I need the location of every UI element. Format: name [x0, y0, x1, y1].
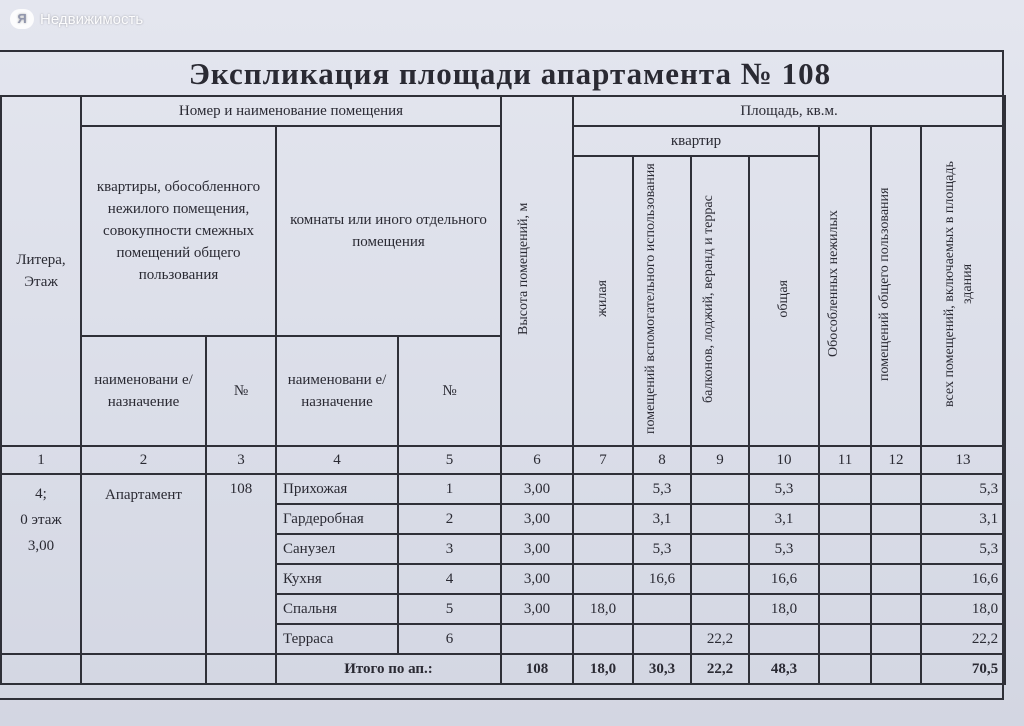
room-name: Санузел	[276, 534, 398, 564]
room-aux: 5,3	[633, 474, 691, 504]
room-height: 3,00	[501, 534, 573, 564]
document-title: Экспликация площади апартамента № 108	[188, 56, 832, 91]
room-aux: 16,6	[633, 564, 691, 594]
totals-separate	[819, 654, 871, 684]
room-aux	[633, 594, 691, 624]
header-auxiliary: помещений вспомогательного использования	[633, 156, 691, 446]
header-room-group: Номер и наименование помещения	[81, 96, 501, 126]
totals-all: 70,5	[921, 654, 1005, 684]
room-common	[871, 504, 921, 534]
room-name: Гардеробная	[276, 504, 398, 534]
room-living	[573, 504, 633, 534]
header-height: Высота помещений, м	[501, 96, 573, 446]
room-name: Спальня	[276, 594, 398, 624]
table-row	[1, 474, 1005, 504]
room-separate	[819, 534, 871, 564]
room-no: 2	[398, 504, 501, 534]
room-separate	[819, 474, 871, 504]
floor-value: 0 этаж	[20, 512, 62, 528]
room-total: 5,3	[749, 534, 819, 564]
room-common	[871, 474, 921, 504]
room-no: 1	[398, 474, 501, 504]
room-living	[573, 474, 633, 504]
totals-number: 108	[501, 654, 573, 684]
col-number: 10	[749, 446, 819, 474]
totals-row	[1, 654, 1005, 684]
room-aux: 5,3	[633, 534, 691, 564]
header-room-unit: комнаты или иного отдельного помещения	[276, 126, 501, 336]
room-no: 3	[398, 534, 501, 564]
room-common	[871, 564, 921, 594]
room-living	[573, 624, 633, 654]
header-balconies: балконов, лоджий, веранд и террас	[691, 156, 749, 446]
totals-total: 48,3	[749, 654, 819, 684]
col-number: 2	[81, 446, 206, 474]
totals-balc: 22,2	[691, 654, 749, 684]
liter-floor-cell	[1, 474, 81, 654]
room-no: 6	[398, 624, 501, 654]
room-height	[501, 624, 573, 654]
room-no: 4	[398, 564, 501, 594]
room-living	[573, 564, 633, 594]
totals-living: 18,0	[573, 654, 633, 684]
col-number: 1	[1, 446, 81, 474]
header-living: жилая	[573, 156, 633, 446]
room-total: 5,3	[749, 474, 819, 504]
watermark	[10, 8, 143, 30]
floor-height-value: 3,00	[27, 538, 55, 554]
room-balc	[691, 594, 749, 624]
room-separate	[819, 594, 871, 624]
totals-aux: 30,3	[633, 654, 691, 684]
col-number: 6	[501, 446, 573, 474]
room-height: 3,00	[501, 594, 573, 624]
explication-table	[0, 95, 1006, 685]
totals-blank	[81, 654, 206, 684]
col-number: 12	[871, 446, 921, 474]
column-numbers-row	[1, 446, 1005, 474]
header-common-use: помещений общего пользования	[871, 126, 921, 446]
room-common	[871, 624, 921, 654]
header-all-rooms: всех помещений, включаемых в площадь здания	[921, 126, 1005, 446]
watermark-logo-icon: Я	[10, 9, 34, 29]
room-aux	[633, 624, 691, 654]
room-all: 3,1	[921, 504, 1005, 534]
room-aux: 3,1	[633, 504, 691, 534]
header-room-name: наименовани е/ назначение	[276, 336, 398, 446]
room-name: Прихожая	[276, 474, 398, 504]
watermark-text: Недвижимость	[40, 10, 144, 28]
room-separate	[819, 504, 871, 534]
room-balc	[691, 534, 749, 564]
room-total: 16,6	[749, 564, 819, 594]
room-total	[749, 624, 819, 654]
col-number: 7	[573, 446, 633, 474]
col-number: 8	[633, 446, 691, 474]
col-number: 4	[276, 446, 398, 474]
room-name: Терраса	[276, 624, 398, 654]
room-balc	[691, 504, 749, 534]
room-separate	[819, 624, 871, 654]
totals-blank	[206, 654, 276, 684]
room-common	[871, 534, 921, 564]
col-number: 3	[206, 446, 276, 474]
header-apartments: квартир	[573, 126, 819, 156]
header-area: Площадь, кв.м.	[573, 96, 1005, 126]
room-all: 5,3	[921, 474, 1005, 504]
header-apartment-unit: квартиры, обособленного нежилого помещения, совокупности смежных помещений общего пользования	[81, 126, 276, 336]
liter-value: 4;	[35, 486, 47, 502]
room-height: 3,00	[501, 564, 573, 594]
header-room-no: №	[398, 336, 501, 446]
room-all: 5,3	[921, 534, 1005, 564]
room-separate	[819, 564, 871, 594]
room-balc	[691, 564, 749, 594]
header-liter-floor: Литера, Этаж	[1, 96, 81, 446]
header-separate-nonres: Обособленных нежилых	[819, 126, 871, 446]
col-number: 13	[921, 446, 1005, 474]
room-no: 5	[398, 594, 501, 624]
room-all: 16,6	[921, 564, 1005, 594]
totals-blank	[1, 654, 81, 684]
apartment-name-cell: Апартамент	[81, 474, 206, 654]
room-total: 3,1	[749, 504, 819, 534]
col-number: 5	[398, 446, 501, 474]
room-total: 18,0	[749, 594, 819, 624]
totals-label: Итого по ап.:	[276, 654, 501, 684]
header-apartment-name: наименовани е/ назначение	[81, 336, 206, 446]
room-balc: 22,2	[691, 624, 749, 654]
totals-common	[871, 654, 921, 684]
col-number: 9	[691, 446, 749, 474]
room-living	[573, 534, 633, 564]
room-height: 3,00	[501, 474, 573, 504]
room-balc	[691, 474, 749, 504]
col-number: 11	[819, 446, 871, 474]
room-living: 18,0	[573, 594, 633, 624]
room-common	[871, 594, 921, 624]
header-total: общая	[749, 156, 819, 446]
header-apartment-no: №	[206, 336, 276, 446]
apartment-number-cell: 108	[206, 474, 276, 654]
room-all: 22,2	[921, 624, 1005, 654]
room-name: Кухня	[276, 564, 398, 594]
room-all: 18,0	[921, 594, 1005, 624]
room-height: 3,00	[501, 504, 573, 534]
